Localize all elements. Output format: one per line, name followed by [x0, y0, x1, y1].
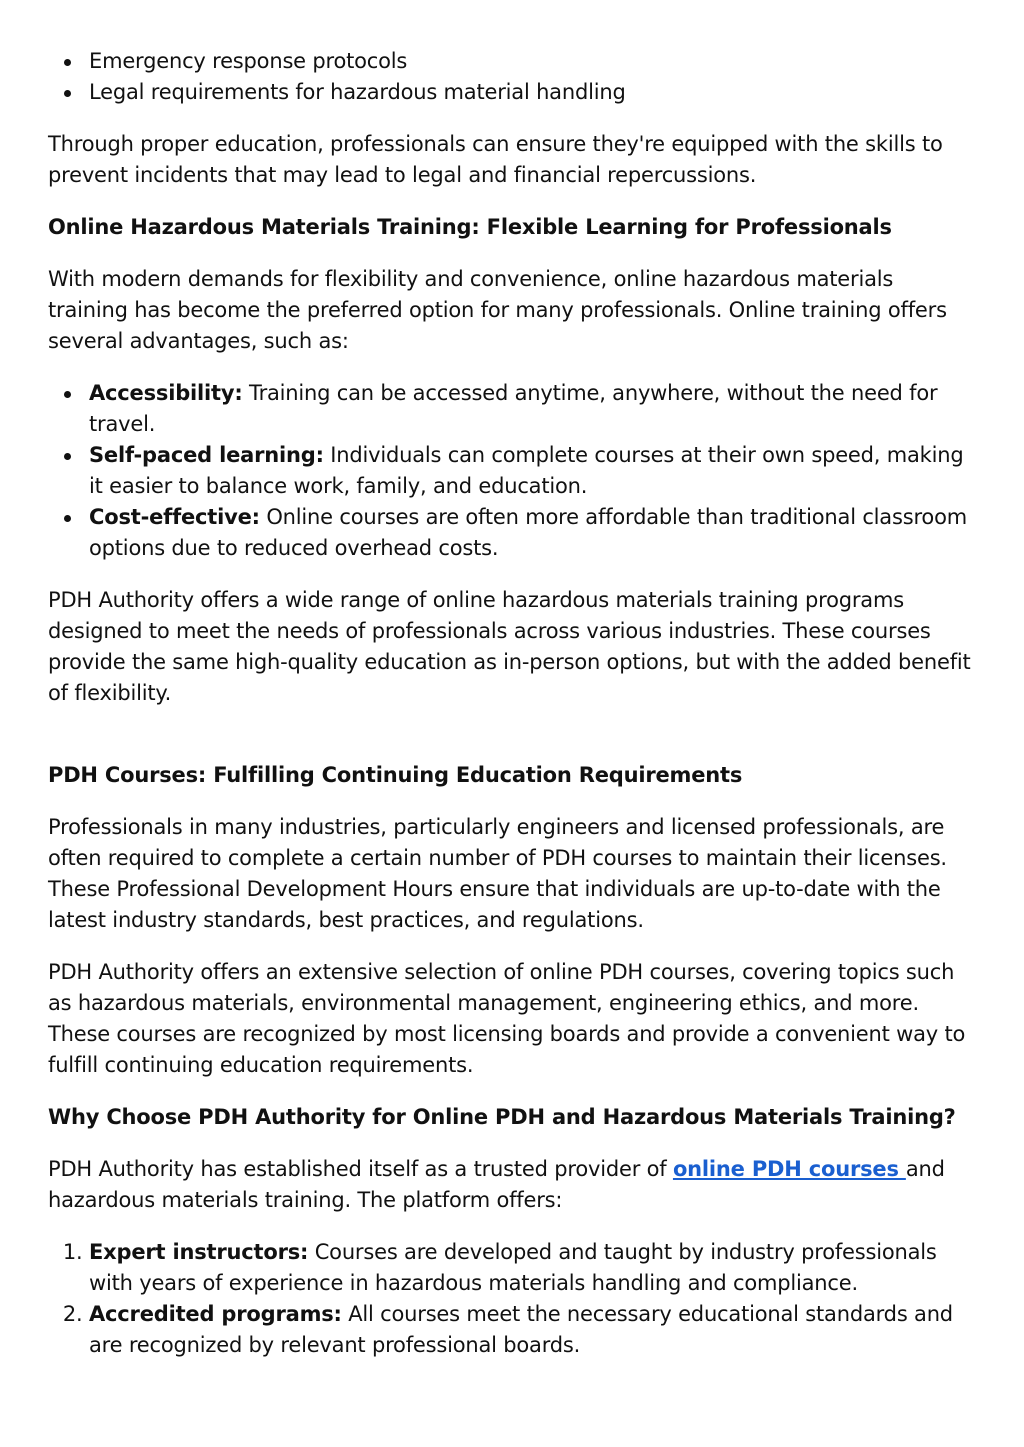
list-item-cost-effective — [89, 502, 974, 564]
list-item-self-paced — [89, 440, 974, 502]
item-text: Training can be accessed anytime, anywhere, without the need for travel. — [89, 381, 938, 436]
why-choose-intro — [48, 1154, 974, 1216]
why-choose-heading: Why Choose PDH Authority for Online PDH and Hazardous Materials Training? — [48, 1105, 956, 1129]
intro-bullet-list — [48, 46, 974, 108]
item-text: Online courses are often more affordable than traditional classroom options due to reduced overhead costs. — [89, 505, 967, 560]
education-paragraph: Through proper education, professionals can ensure they're equipped with the skills to prevent incidents that may lead to legal and financial repercussions. — [48, 132, 943, 187]
item-label: Self-paced learning: — [89, 443, 324, 467]
list-item-accredited-programs — [89, 1299, 974, 1361]
pdh-courses-heading: PDH Courses: Fulfilling Continuing Education Requirements — [48, 763, 743, 787]
item-label: Accessibility: — [89, 381, 243, 405]
item-text: All courses meet the necessary educational standards and are recognized by relevant professional boards. — [89, 1302, 953, 1357]
online-training-heading: Online Hazardous Materials Training: Flexible Learning for Professionals — [48, 215, 892, 239]
list-item: Legal requirements for hazardous material handling — [89, 77, 974, 108]
list-item: Emergency response protocols — [89, 46, 974, 77]
item-label: Expert instructors: — [89, 1240, 309, 1264]
item-label: Accredited programs: — [89, 1302, 342, 1326]
online-pdh-courses-link[interactable]: online PDH courses — [672, 1157, 906, 1181]
online-training-outro: PDH Authority offers a wide range of online hazardous materials training programs designed to meet the needs of professionals across various industries. These courses provide the same high-quality education as in-person options, but with the added benefit of flexibility. — [48, 588, 971, 705]
pdh-courses-paragraph-2: PDH Authority offers an extensive selection of online PDH courses, covering topics such as hazardous materials, environmental management, engineering ethics, and more. These courses are recognized by most licensing boards and provide a convenient way to fulfill continuing education requirements. — [48, 960, 966, 1077]
reasons-list — [48, 1237, 974, 1361]
item-text: Courses are developed and taught by industry professionals with years of experience in hazardous materials handling and compliance. — [89, 1240, 937, 1295]
item-text: Individuals can complete courses at their own speed, making it easier to balance work, family, and education. — [89, 443, 964, 498]
advantages-list — [48, 378, 974, 564]
intro-text-after: and hazardous materials training. The platform offers: — [48, 1157, 945, 1212]
pdh-courses-paragraph-1: Professionals in many industries, particularly engineers and licensed professionals, are often required to complete a certain number of PDH courses to maintain their licenses. These Professional Development Hours ensure that individuals are up-to-date with the latest industry standards, best practices, and regulations. — [48, 815, 947, 932]
list-item-expert-instructors — [89, 1237, 974, 1299]
item-label: Cost-effective: — [89, 505, 260, 529]
intro-text-before: PDH Authority has established itself as a trusted provider of — [48, 1157, 673, 1181]
online-training-intro: With modern demands for flexibility and convenience, online hazardous materials training has become the preferred option for many professionals. Online training offers several advantages, such as: — [48, 267, 947, 353]
list-item-accessibility — [89, 378, 974, 440]
